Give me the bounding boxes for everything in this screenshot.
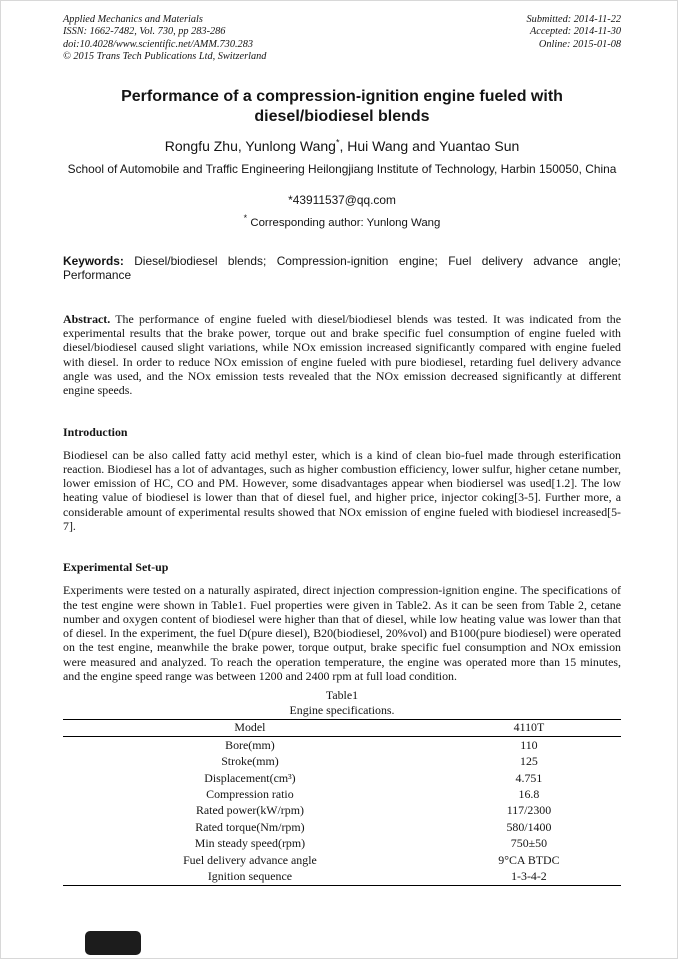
experimental-setup-paragraph: Experiments were tested on a naturally aspirated, direct injection compression-ignition engine. The specifications of the test engine were shown in Table1. Fuel properties were given in Table2. As it can be seen from Table 2, cetane number and oxygen content of biodiesel were higher than that of diesel, while low heating value was lower than that of diesel. In the experiment, the fuel D(pure diesel), B20(biodiesel, 20%vol) and B100(pure biodiesel) were operated on the test engine, meanwhile the brake power, torque output, brake specific fuel consumption and NOx emission were measured and analyzed. To reach the operation temperature, the engine was operated more than 15 minutes, and the engine speed range was between 1200 and 2400 rpm at full load condition. [63, 583, 621, 683]
spec-value: 9°CA BTDC [498, 852, 560, 867]
spec-value: 750±50 [510, 836, 548, 851]
corresponding-note-text: Corresponding author: Yunlong Wang [247, 216, 441, 229]
spec-value: 110 [520, 737, 538, 752]
engine-specifications-table [63, 719, 621, 886]
spec-label: Rated power(kW/rpm) [195, 803, 304, 818]
affiliation: School of Automobile and Traffic Engineering Heilongjiang Institute of Technology, Harbin 150050, China [67, 162, 617, 177]
authors-line [63, 138, 621, 154]
table-row [63, 770, 621, 786]
paper-title: Performance of a compression-ignition engine fueled with diesel/biodiesel blends [121, 88, 563, 126]
keywords-text: Diesel/biodiesel blends; Compression-ignition engine; Fuel delivery advance angle; Performance [63, 253, 621, 283]
journal-issn-volume: ISSN: 1662-7482, Vol. 730, pp 283-286 [63, 26, 226, 38]
introduction-paragraph: Biodiesel can be also called fatty acid methyl ester, which is a kind of clean bio-fuel made through esterification reaction. Biodiesel has a lot of advantages, such as higher combustion efficiency, lower sulfur, higher cetane number, lower emission of HC, CO and PM. However, some disadvantages appear when biodiersel was used[1.2]. The low heating value of biodiesel is lower than that of diesel fuel, and higher price, injector coking[3-5]. Further more, a considerable amount of experimental results showed that NOx emission of engine fueled with biodiesel increased[5-7]. [63, 447, 621, 533]
keywords-label: Keywords: [63, 253, 124, 268]
footer-badge [85, 931, 141, 955]
corresponding-author-note [63, 213, 621, 229]
keywords-block [63, 254, 621, 283]
corresponding-note-asterisk: * [243, 213, 248, 224]
abstract-label: Abstract. [63, 311, 111, 326]
accepted-date: Accepted: 2014-11-30 [529, 26, 621, 38]
spec-value: 1-3-4-2 [437, 869, 621, 886]
spec-label: Bore(mm) [225, 737, 275, 752]
abstract-block [63, 312, 621, 398]
journal-copyright: © 2015 Trans Tech Publications Ltd, Switzerland [63, 51, 267, 63]
online-date: Online: 2015-01-08 [538, 38, 621, 50]
page-content [63, 1, 621, 886]
submitted-date: Submitted: 2014-11-22 [526, 14, 621, 25]
journal-header [63, 14, 621, 63]
table-row [63, 803, 621, 819]
spec-value: 580/1400 [506, 819, 552, 834]
section-heading-experimental-setup: Experimental Set-up [63, 560, 169, 575]
spec-label: Compression ratio [206, 787, 294, 802]
corresponding-email: *43911537@qq.com [288, 192, 396, 207]
journal-doi: doi:10.4028/www.scientific.net/AMM.730.283 [63, 38, 253, 50]
table-row [63, 786, 621, 802]
spec-value: 16.8 [518, 787, 540, 802]
spec-label: Model [63, 719, 437, 736]
corresponding-author-asterisk: * [335, 137, 340, 148]
table-row [63, 754, 621, 770]
table-row [63, 852, 621, 868]
table1-caption-title: Engine specifications. [289, 702, 395, 717]
authors-text: Rongfu Zhu, Yunlong Wang [164, 138, 336, 155]
journal-name: Applied Mechanics and Materials [63, 14, 203, 25]
spec-value: 117/2300 [506, 803, 552, 818]
table-row [63, 737, 621, 754]
spec-label: Ignition sequence [63, 869, 437, 886]
abstract-text: The performance of engine fueled with diesel/biodiesel blends was tested. It was indicated from the experimental results that the brake power, torque out and brake specific fuel consumption of engine fueled with diesel/biodiesel caused slight variations, while NOx emission increased significantly compared with engine fueled with diesel. In order to reduce NOx emission of engine fueled with pure biodiesel, retarding fuel delivery advance angle was used, and the NOx emission tests revealed that the NOx emission decreased significantly at different engine speeds. [63, 311, 621, 398]
section-heading-introduction: Introduction [63, 424, 128, 439]
table-row [63, 719, 621, 736]
spec-label: Rated torque(Nm/rpm) [195, 819, 305, 834]
spec-label: Displacement(cm³) [204, 770, 296, 785]
spec-label: Stroke(mm) [221, 754, 279, 769]
journal-header-left [63, 14, 266, 63]
table-row [63, 869, 621, 886]
authors-text-rest: , Hui Wang and Yuantao Sun [339, 138, 520, 155]
journal-header-right [527, 14, 621, 63]
table-row [63, 836, 621, 852]
spec-label: Min steady speed(rpm) [194, 836, 306, 851]
spec-value: 125 [520, 754, 538, 769]
table-row [63, 819, 621, 835]
spec-value: 4.751 [515, 770, 543, 785]
spec-label: Fuel delivery advance angle [183, 852, 317, 867]
table1-caption-number: Table1 [325, 688, 359, 703]
spec-value: 4110T [437, 719, 621, 736]
